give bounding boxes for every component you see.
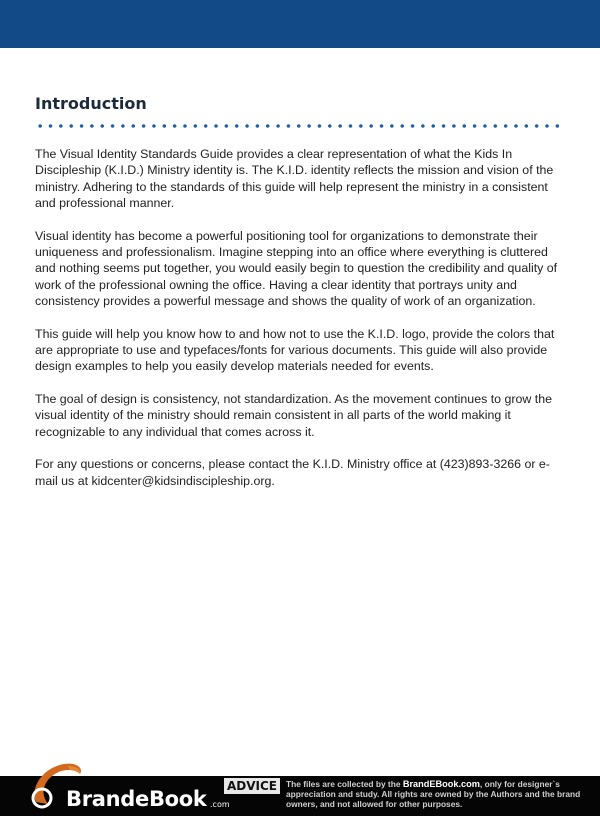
paragraph: This guide will help you know how to and how not to use the K.I.D. logo, provide the colors that are appropriate to use and typefaces/fonts for various documents. This guide will also provide design examples to help you easily develop materials needed for events. [35,326,555,374]
paragraph: The goal of design is consistency, not standardization. As the movement continues to grow the visual identity of the ministry should remain consistent in all parts of the world making it recognizable to any individual that comes across it. [35,391,553,439]
logo-text: BrandeBook [66,787,207,811]
header-band [0,0,600,48]
paragraph: The Visual Identity Standards Guide provides a clear representation of what the Kids In Discipleship (K.I.D.) Ministry identity is. The K.I.D. identity reflects the mission and vision of the ministry. Adhering to the standards of this guide will help represent the ministry in a consistent and professional manner. [35,147,554,211]
contact-paragraph: For any questions or concerns, please contact the K.I.D. Ministry office at (423)893-3266 or e-mail us at kidcenter@kidsindiscipleship.org. [35,457,550,488]
section-title: Introduction [35,94,147,113]
paragraph: Visual identity has become a powerful positioning tool for organizations to demonstrate their uniqueness and professionalism. Imagine stepping into an office where everything is cluttered and nothing seems put together, you would easily begin to question the credibility and quality of work of the professional owning the office. Having a clear identity that portrays unity and consistency provides a powerful message and shows the quality of work of an organization. [35,228,558,309]
dotted-divider [35,122,565,130]
disclaimer-brand: BrandEBook.com [402,779,480,789]
footer-disclaimer [286,779,592,810]
introduction-section [35,92,565,489]
logo-suffix: .com [210,800,230,809]
advice-badge: ADVICE [224,778,280,794]
disclaimer-lead: The files are collected by the [286,779,403,789]
disclaimer-rest: , only for designer`s appreciation and study. All rights are owned by the Authors and the brand owners, and not allowed for other purposes. [286,779,581,810]
